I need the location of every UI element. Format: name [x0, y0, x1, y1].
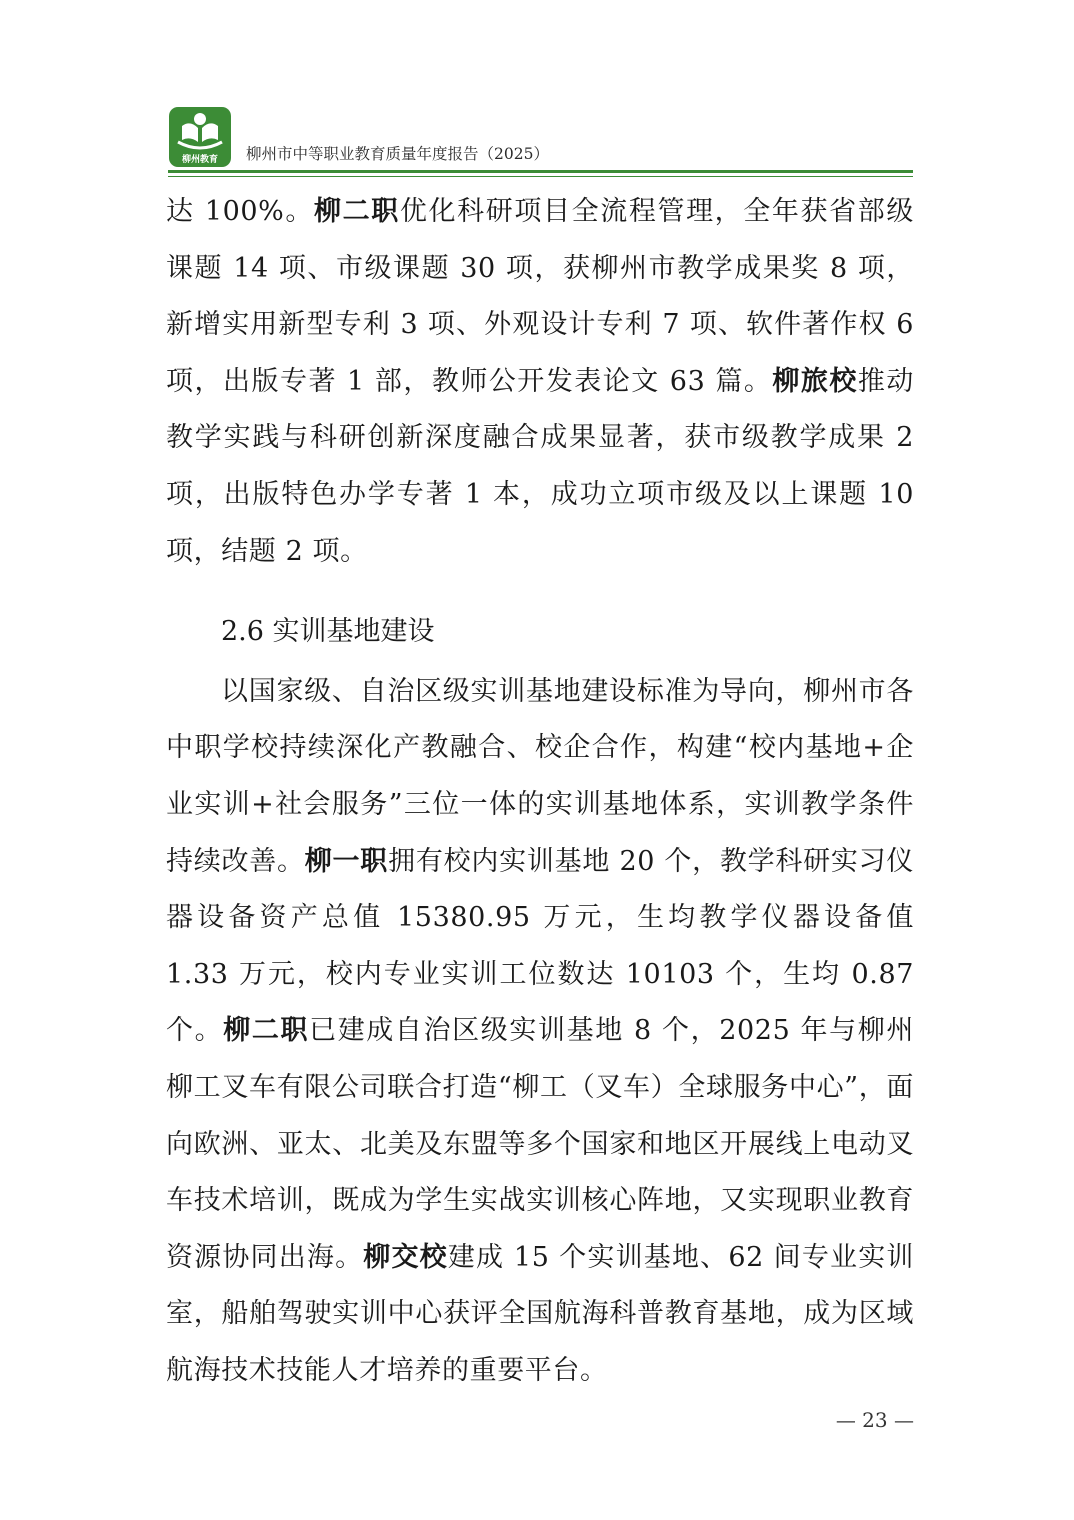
text-segment: 推动教学实践与科研创新深度融合成果显著，获市级教学成果 2 项，出版特色办学专著 1 本，成功立项市级及以上课题 10 项，结题 2 项。	[166, 365, 914, 567]
header-divider-thick	[168, 170, 913, 173]
text-segment: 以国家级、自治区级实训基地建设标准为导向，柳州市各中职学校持续深化产教融合、校企合作，构建“校内基地+企业实训+社会服务”三位一体的实训基地体系，实训教学条件持续改善。	[166, 675, 914, 877]
section-heading: 2.6 实训基地建设	[221, 616, 435, 648]
report-title: 柳州市中等职业教育质量年度报告（2025）	[246, 145, 549, 163]
text-segment: 优化科研项目全流程管理，全年获省部级课题 14 项、市级课题 30 项，获柳州市教学成果奖 8 项，新增实用新型专利 3 项、外观设计专利 7 项、软件著作权 6 项，出版专著 1 部，教师公开发表论文 63 篇。	[166, 196, 914, 397]
page-header	[168, 100, 913, 180]
paragraph-training-bases	[166, 664, 914, 1400]
school-name: 柳二职	[314, 196, 400, 227]
school-name: 柳一职	[304, 845, 389, 877]
school-name: 柳二职	[223, 1015, 310, 1047]
school-name: 柳旅校	[772, 365, 858, 397]
liuzhou-education-logo	[168, 106, 232, 168]
text-segment: 已建成自治区级实训基地 8 个，2025 年与柳州柳工叉车有限公司联合打造“柳工（叉车）全球服务中心”，面向欧洲、亚太、北美及东盟等多个国家和地区开展线上电动叉车技术培训，既成为学生实战实训核心阵地，又实现职业教育资源协同出海。	[166, 1015, 914, 1273]
text-segment: 拥有校内实训基地 20 个，教学科研实习仪器设备资产总值 15380.95 万元，生均教学仪器设备值 1.33 万元，校内专业实训工位数达 10103 个，生均 0.87 个。	[166, 845, 914, 1047]
page-number: — 23 —	[835, 1408, 914, 1432]
paragraph-research-results	[166, 184, 914, 580]
page-body	[166, 184, 914, 1399]
svg-text:柳州教育: 柳州教育	[181, 155, 219, 165]
text-segment: 达 100%。	[166, 196, 315, 227]
header-divider-thin	[168, 176, 913, 177]
text-segment: 建成 15 个实训基地、62 间专业实训室，船舶驾驶实训中心获评全国航海科普教育基地，成为区域航海技术技能人才培养的重要平台。	[166, 1241, 914, 1386]
school-name: 柳交校	[363, 1241, 448, 1273]
